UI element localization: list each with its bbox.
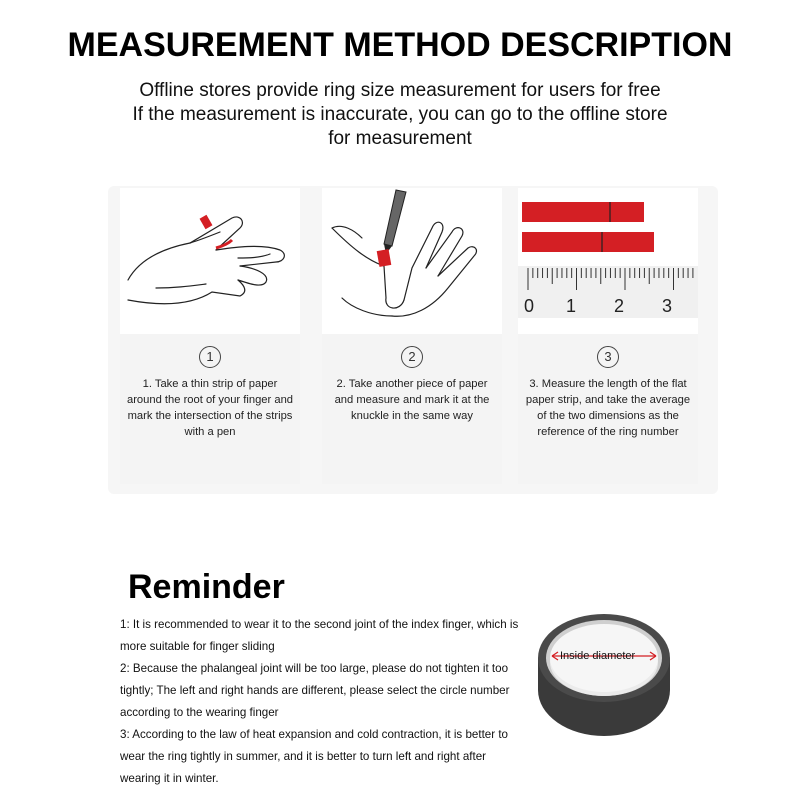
subtitle-line-2: If the measurement is inaccurate, you can go to the offline store (132, 104, 668, 125)
reminder-line: 2: Because the phalangeal joint will be too large, please do not tighten it too (120, 662, 509, 675)
reminder-line: 3: According to the law of heat expansion and cold contraction, it is better to (120, 728, 508, 741)
step-1-illustration (120, 188, 300, 334)
ruler-label: 1 (566, 296, 577, 316)
paper-strips-and-ruler-icon (518, 188, 698, 334)
hand-wrap-finger-icon (120, 188, 300, 334)
step-number-badge: 2 (401, 346, 423, 368)
hand-with-pen-icon (322, 188, 502, 334)
ruler-label: 2 (614, 296, 625, 316)
reminder-line: wear the ring tightly in summer, and it is better to turn left and right after (120, 750, 487, 763)
step-3-illustration (518, 188, 698, 334)
step-card-3 (518, 188, 698, 484)
ring-inside-diameter-label: Inside diameter (560, 650, 636, 662)
ruler-label: 3 (662, 296, 673, 316)
reminder-heading: Reminder (128, 568, 285, 606)
step-description: 1. Take a thin strip of paper around the root of your finger and mark the intersection of the strips with a pen (126, 378, 294, 438)
step-2-illustration (322, 188, 502, 334)
ring-icon (530, 608, 678, 744)
step-card-2 (322, 188, 502, 484)
reminder-line: according to the wearing finger (120, 706, 279, 719)
subtitle-line-3: for measurement (328, 128, 472, 149)
step-description: 2. Take another piece of paper and measure and mark it at the knuckle in the same way (334, 378, 490, 422)
step-card-1 (120, 188, 300, 484)
reminder-line: 1: It is recommended to wear it to the second joint of the index finger, which is (120, 618, 519, 631)
page-title: MEASUREMENT METHOD DESCRIPTION (67, 26, 733, 64)
ruler-label: 0 (524, 296, 535, 316)
reminder-line: tightly; The left and right hands are different, please select the circle number (120, 684, 510, 697)
reminder-line: wearing it in winter. (120, 772, 219, 785)
reminder-line: more suitable for finger sliding (120, 640, 275, 653)
pen-icon (384, 190, 406, 254)
subtitle-line-1: Offline stores provide ring size measurement for users for free (139, 80, 661, 101)
step-description: 3. Measure the length of the flat paper strip, and take the average of the two dimensions as the reference of the ring number (525, 378, 691, 438)
step-number-badge: 3 (597, 346, 619, 368)
step-number-badge: 1 (199, 346, 221, 368)
